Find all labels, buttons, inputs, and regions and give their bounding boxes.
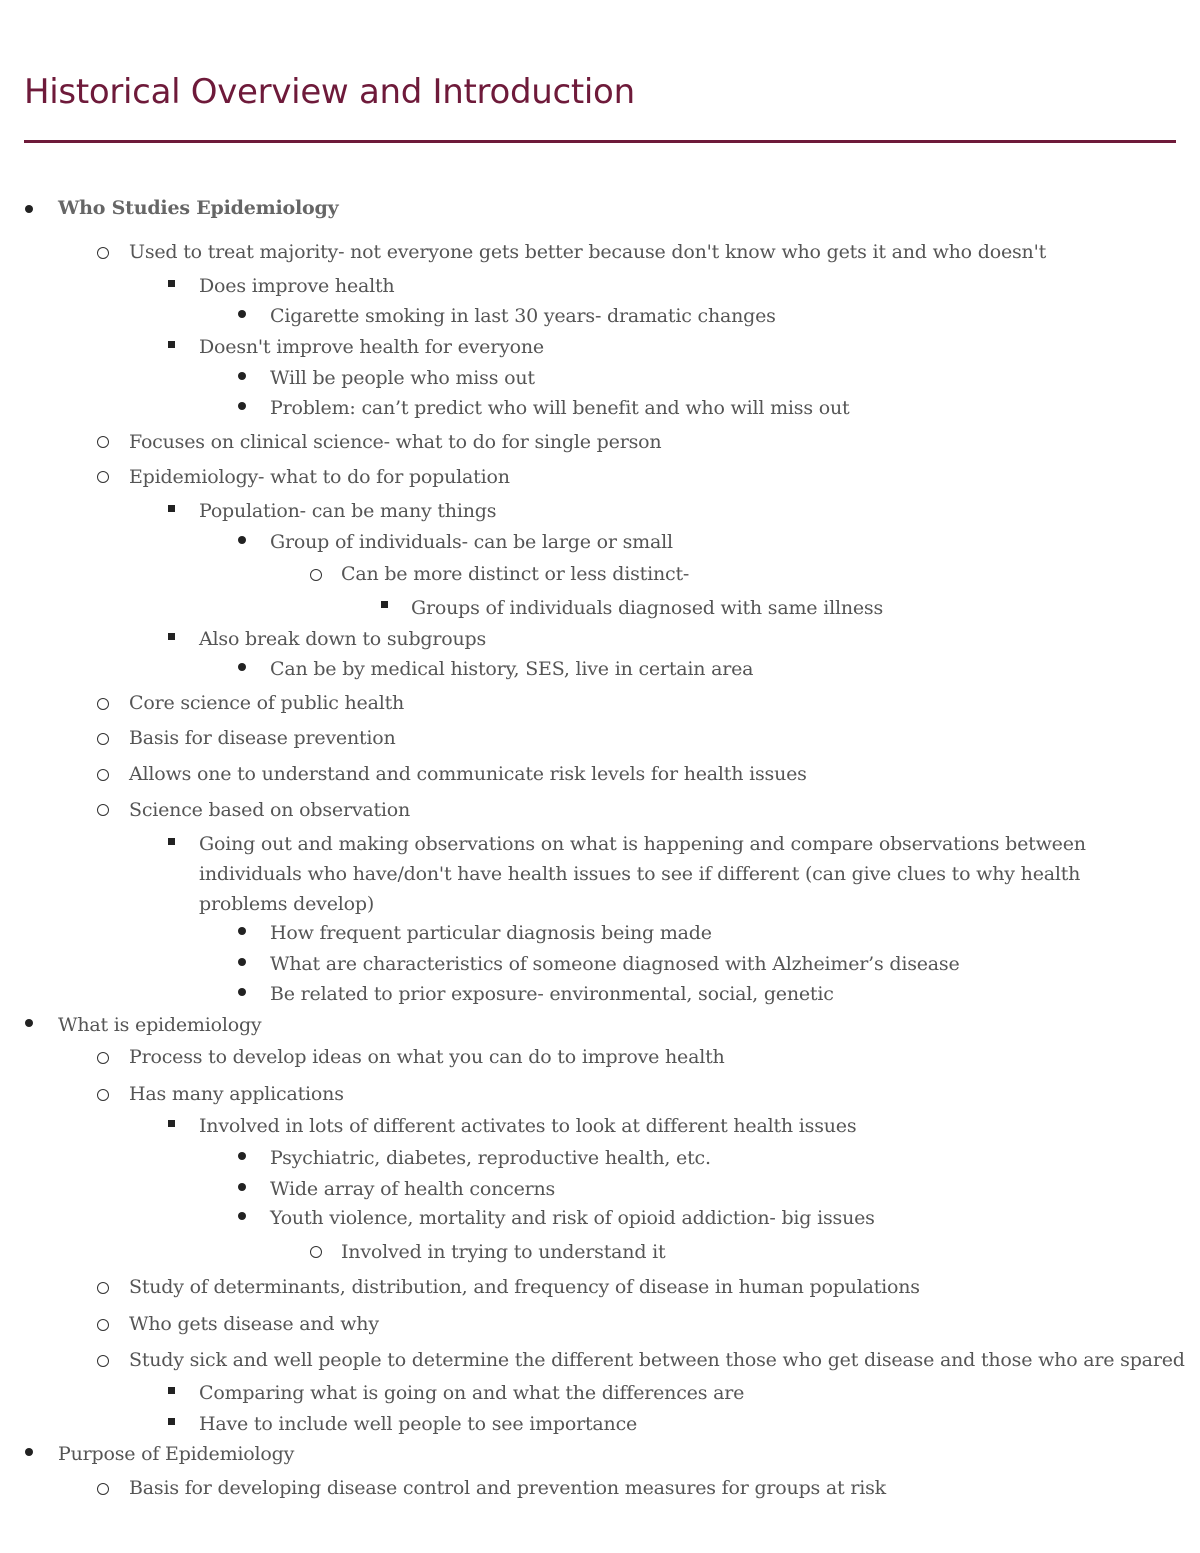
bullet-circle-icon	[97, 247, 109, 259]
list-item: Group of individuals- can be large or small	[270, 531, 673, 553]
bullet-circle-icon	[97, 698, 109, 710]
list-item: Purpose of Epidemiology	[58, 1443, 295, 1465]
list-item: Who gets disease and why	[129, 1313, 379, 1335]
list-item: Does improve health	[199, 275, 395, 297]
bullet-dot-icon	[238, 927, 246, 935]
bullet-dot-icon	[238, 536, 246, 544]
bullet-dot-icon	[238, 402, 246, 410]
bullet-circle-icon	[97, 471, 109, 483]
bullet-dot-icon	[238, 988, 246, 996]
list-item: Core science of public health	[129, 692, 405, 714]
bullet-dot-icon	[238, 310, 246, 318]
list-item: Also break down to subgroups	[199, 628, 487, 650]
bullet-dot-icon	[25, 1448, 33, 1456]
list-item: Youth violence, mortality and risk of opioid addiction- big issues	[270, 1207, 875, 1229]
list-item: Who Studies Epidemiology	[58, 197, 339, 219]
list-item: Basis for developing disease control and prevention measures for groups at risk	[129, 1477, 886, 1499]
list-item: Science based on observation	[129, 799, 411, 821]
bullet-circle-icon	[97, 436, 109, 448]
list-item: Used to treat majority- not everyone gets better because don't know who gets it and who doesn't	[129, 241, 1047, 263]
bullet-square-icon	[381, 601, 388, 608]
list-item: How frequent particular diagnosis being made	[270, 922, 712, 944]
bullet-square-icon	[168, 505, 175, 512]
list-item: What are characteristics of someone diagnosed with Alzheimer’s disease	[270, 953, 960, 975]
list-item: Comparing what is going on and what the differences are	[199, 1382, 745, 1404]
list-item: Cigarette smoking in last 30 years- dramatic changes	[270, 305, 776, 327]
bullet-square-icon	[168, 341, 175, 348]
list-item: Process to develop ideas on what you can do to improve health	[129, 1046, 725, 1068]
bullet-dot-icon	[238, 1152, 246, 1160]
list-item: Involved in trying to understand it	[341, 1241, 666, 1263]
bullet-circle-icon	[97, 1355, 109, 1367]
list-item: Can be by medical history, SES, live in certain area	[270, 658, 754, 680]
bullet-circle-icon	[97, 1282, 109, 1294]
list-item: Wide array of health concerns	[270, 1178, 556, 1200]
list-item: Psychiatric, diabetes, reproductive health, etc.	[270, 1147, 711, 1169]
bullet-dot-icon	[238, 958, 246, 966]
list-item: Has many applications	[129, 1083, 344, 1105]
bullet-dot-icon	[238, 1183, 246, 1191]
bullet-circle-icon	[97, 1089, 109, 1101]
bullet-dot-icon	[238, 1212, 246, 1220]
bullet-square-icon	[168, 1120, 175, 1127]
bullet-dot-icon	[238, 663, 246, 671]
list-item: Study sick and well people to determine the different between those who get disease and those who are spared	[129, 1349, 1185, 1371]
bullet-square-icon	[168, 1418, 175, 1425]
bullet-circle-icon	[97, 804, 109, 816]
list-item: Basis for disease prevention	[129, 727, 396, 749]
bullet-circle-icon	[97, 1052, 109, 1064]
list-item: Can be more distinct or less distinct-	[341, 563, 690, 585]
bullet-circle-icon	[97, 1319, 109, 1331]
bullet-square-icon	[168, 280, 175, 287]
bullet-dot-icon	[25, 1019, 33, 1027]
bullet-circle-icon	[97, 1483, 109, 1495]
bullet-circle-icon	[310, 569, 322, 581]
list-item: Going out and making observations on what is happening and compare observations between individuals who have/don't have health issues to see if different (can give clues to why health problems develop)	[199, 833, 1086, 915]
bullet-dot-icon	[238, 372, 246, 380]
bullet-circle-icon	[310, 1246, 322, 1258]
list-item: Problem: can’t predict who will benefit and who will miss out	[270, 397, 850, 419]
list-item: Study of determinants, distribution, and frequency of disease in human populations	[129, 1276, 920, 1298]
list-item: Have to include well people to see importance	[199, 1413, 638, 1435]
list-item: Involved in lots of different activates to look at different health issues	[199, 1115, 857, 1137]
list-item: Doesn't improve health for everyone	[199, 336, 544, 358]
list-item: Epidemiology- what to do for population	[129, 466, 510, 488]
title-divider	[24, 140, 1176, 143]
list-item: Allows one to understand and communicate risk levels for health issues	[129, 763, 807, 785]
bullet-circle-icon	[97, 733, 109, 745]
list-item: Population- can be many things	[199, 500, 497, 522]
list-item: Groups of individuals diagnosed with same illness	[411, 597, 884, 619]
list-item: What is epidemiology	[58, 1014, 262, 1036]
page-title: Historical Overview and Introduction	[24, 72, 635, 112]
bullet-square-icon	[168, 1387, 175, 1394]
list-item: Will be people who miss out	[270, 367, 535, 389]
list-item: Be related to prior exposure- environmental, social, genetic	[270, 983, 834, 1005]
bullet-square-icon	[168, 633, 175, 640]
bullet-circle-icon	[97, 769, 109, 781]
bullet-square-icon	[168, 838, 175, 845]
bullet-dot-icon	[25, 205, 33, 213]
list-item: Focuses on clinical science- what to do for single person	[129, 431, 662, 453]
